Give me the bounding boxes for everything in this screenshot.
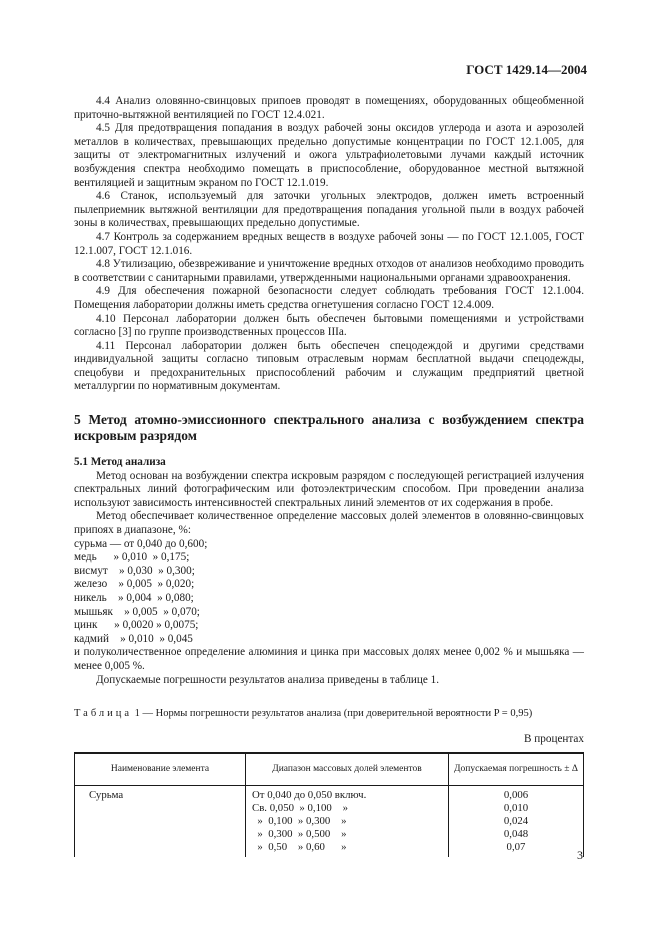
- table-header-range: Диапазон массовых долей элементов: [246, 753, 449, 785]
- table-units: В процентах: [524, 732, 584, 745]
- table-row: [75, 785, 584, 857]
- range-line: От 0,040 до 0,050 включ.: [252, 788, 367, 801]
- document-body: [74, 95, 584, 857]
- paragraph-4-6: 4.6 Станок, используемый для заточки угольных электродов, должен иметь встроенный пылеприемник вытяжной вентиляции для предотвращения попадания угольной пыли в воздух рабочей зоны в количествах, превышающих предельно допустимые.: [74, 190, 584, 230]
- paragraph-5-1-c: и полуколичественное определение алюминия и цинка при массовых долях менее 0,002 % и мышьяка — менее 0,005 %.: [74, 646, 584, 672]
- table-header-element: Наименование элемента: [75, 753, 246, 785]
- range-line: » 0,100 » 0,300 »: [252, 814, 347, 827]
- section-5-heading: 5 Метод атомно-эмиссионного спектрального анализа с возбуждением спектра искровым разрядом: [74, 412, 584, 444]
- paragraph-5-1-a: Метод основан на возбуждении спектра искровым разрядом с последующей регистрацией излучения спектральных линий фотографическим или фотоэлектрическим способом. При проведении анализа используют зависимость интенсивностей спектральных линий элементов от их содержания в пробе.: [74, 469, 584, 509]
- error-line: 0,048: [503, 827, 529, 840]
- table-caption-word: Таблица: [74, 708, 133, 720]
- range-item: медь » 0,010 » 0,175;: [74, 551, 190, 564]
- paragraph-5-1-b: Метод обеспечивает количественное определение массовых долей элементов в оловянно-свинцовых припоях в диапазоне, %:: [74, 510, 584, 537]
- error-norms-table: [74, 752, 584, 857]
- range-item: кадмий » 0,010 » 0,045: [74, 632, 193, 645]
- table-caption-text: 1 — Нормы погрешности результатов анализа (при доверительной вероятности P = 0,95): [134, 708, 533, 720]
- error-line: 0,07: [506, 840, 526, 853]
- range-line: » 0,300 » 0,500 »: [252, 827, 347, 840]
- range-line: » 0,50 » 0,60 »: [252, 840, 347, 853]
- range-item: цинк » 0,0020 » 0,0075;: [74, 619, 199, 632]
- paragraph-4-10: 4.10 Персонал лаборатории должен быть обеспечен бытовыми помещениями и устройствами согласно [3] по группе производственных процессов IIIa.: [74, 312, 584, 339]
- table-cell-ranges: [246, 785, 449, 857]
- paragraph-4-7: 4.7 Контроль за содержанием вредных веществ в воздухе рабочей зоны — по ГОСТ 12.1.005, ГОСТ 12.1.007, ГОСТ 12.1.016.: [74, 230, 584, 257]
- paragraph-4-11: 4.11 Персонал лаборатории должен быть обеспечен спецодеждой и другими средствами индивидуальной защиты согласно типовым отраслевым нормам бесплатной выдачи спецодежды, спецобуви и предохранительных приспособлений рабочим и служащим предприятий цветной металлургии по нормативным документам.: [74, 339, 584, 393]
- subsection-5-1-heading: 5.1 Метод анализа: [74, 456, 166, 469]
- table-cell-errors: [449, 785, 584, 857]
- paragraph-4-5: 4.5 Для предотвращения попадания в воздух рабочей зоны оксидов углерода и азота и аэрозолей металлов в количествах, превышающих предельно допустимые концентрации по ГОСТ 12.1.005, для защиты от электромагнитных излучений и ожога ультрафиолетовыми лучами каждый источник возбуждения спектра необходимо помещать в приспособление, оборудованное местной вытяжной вентиляцией и защитным экраном по ГОСТ 12.1.019.: [74, 122, 584, 189]
- range-item: железо » 0,005 » 0,020;: [74, 578, 195, 591]
- paragraph-4-9: 4.9 Для обеспечения пожарной безопасности следует соблюдать требования ГОСТ 12.1.004. Помещения лаборатории должны иметь средства огнетушения согласно ГОСТ 12.4.009.: [74, 285, 584, 311]
- document-header: ГОСТ 1429.14—2004: [466, 62, 587, 77]
- paragraph-5-1-d: Допускаемые погрешности результатов анализа приведены в таблице 1.: [96, 673, 440, 686]
- range-item: мышьяк » 0,005 » 0,070;: [74, 605, 200, 618]
- range-item: сурьма — от 0,040 до 0,600;: [74, 537, 208, 550]
- table-header-error: Допускаемая погрешность ± Δ: [449, 753, 584, 785]
- error-line: 0,010: [503, 801, 529, 814]
- table-1-caption: [74, 707, 584, 721]
- error-line: 0,006: [503, 788, 529, 801]
- range-line: Св. 0,050 » 0,100 »: [252, 801, 348, 814]
- element-range-list: [74, 538, 584, 647]
- page-number: 3: [577, 848, 583, 862]
- paragraph-4-4: 4.4 Анализ оловянно-свинцовых припоев проводят в помещениях, оборудованных общеобменной приточно-вытяжной вентиляцией по ГОСТ 12.4.021.: [74, 95, 584, 121]
- range-item: висмут » 0,030 » 0,300;: [74, 564, 195, 577]
- paragraph-4-8: 4.8 Утилизацию, обезвреживание и уничтожение вредных отходов от анализов необходимо проводить в соответствии с санитарными правилами, утвержденными национальными органами здравоохранения.: [74, 258, 584, 284]
- table-cell-element: Сурьма: [75, 785, 246, 857]
- range-item: никель » 0,004 » 0,080;: [74, 592, 194, 604]
- error-line: 0,024: [503, 814, 529, 827]
